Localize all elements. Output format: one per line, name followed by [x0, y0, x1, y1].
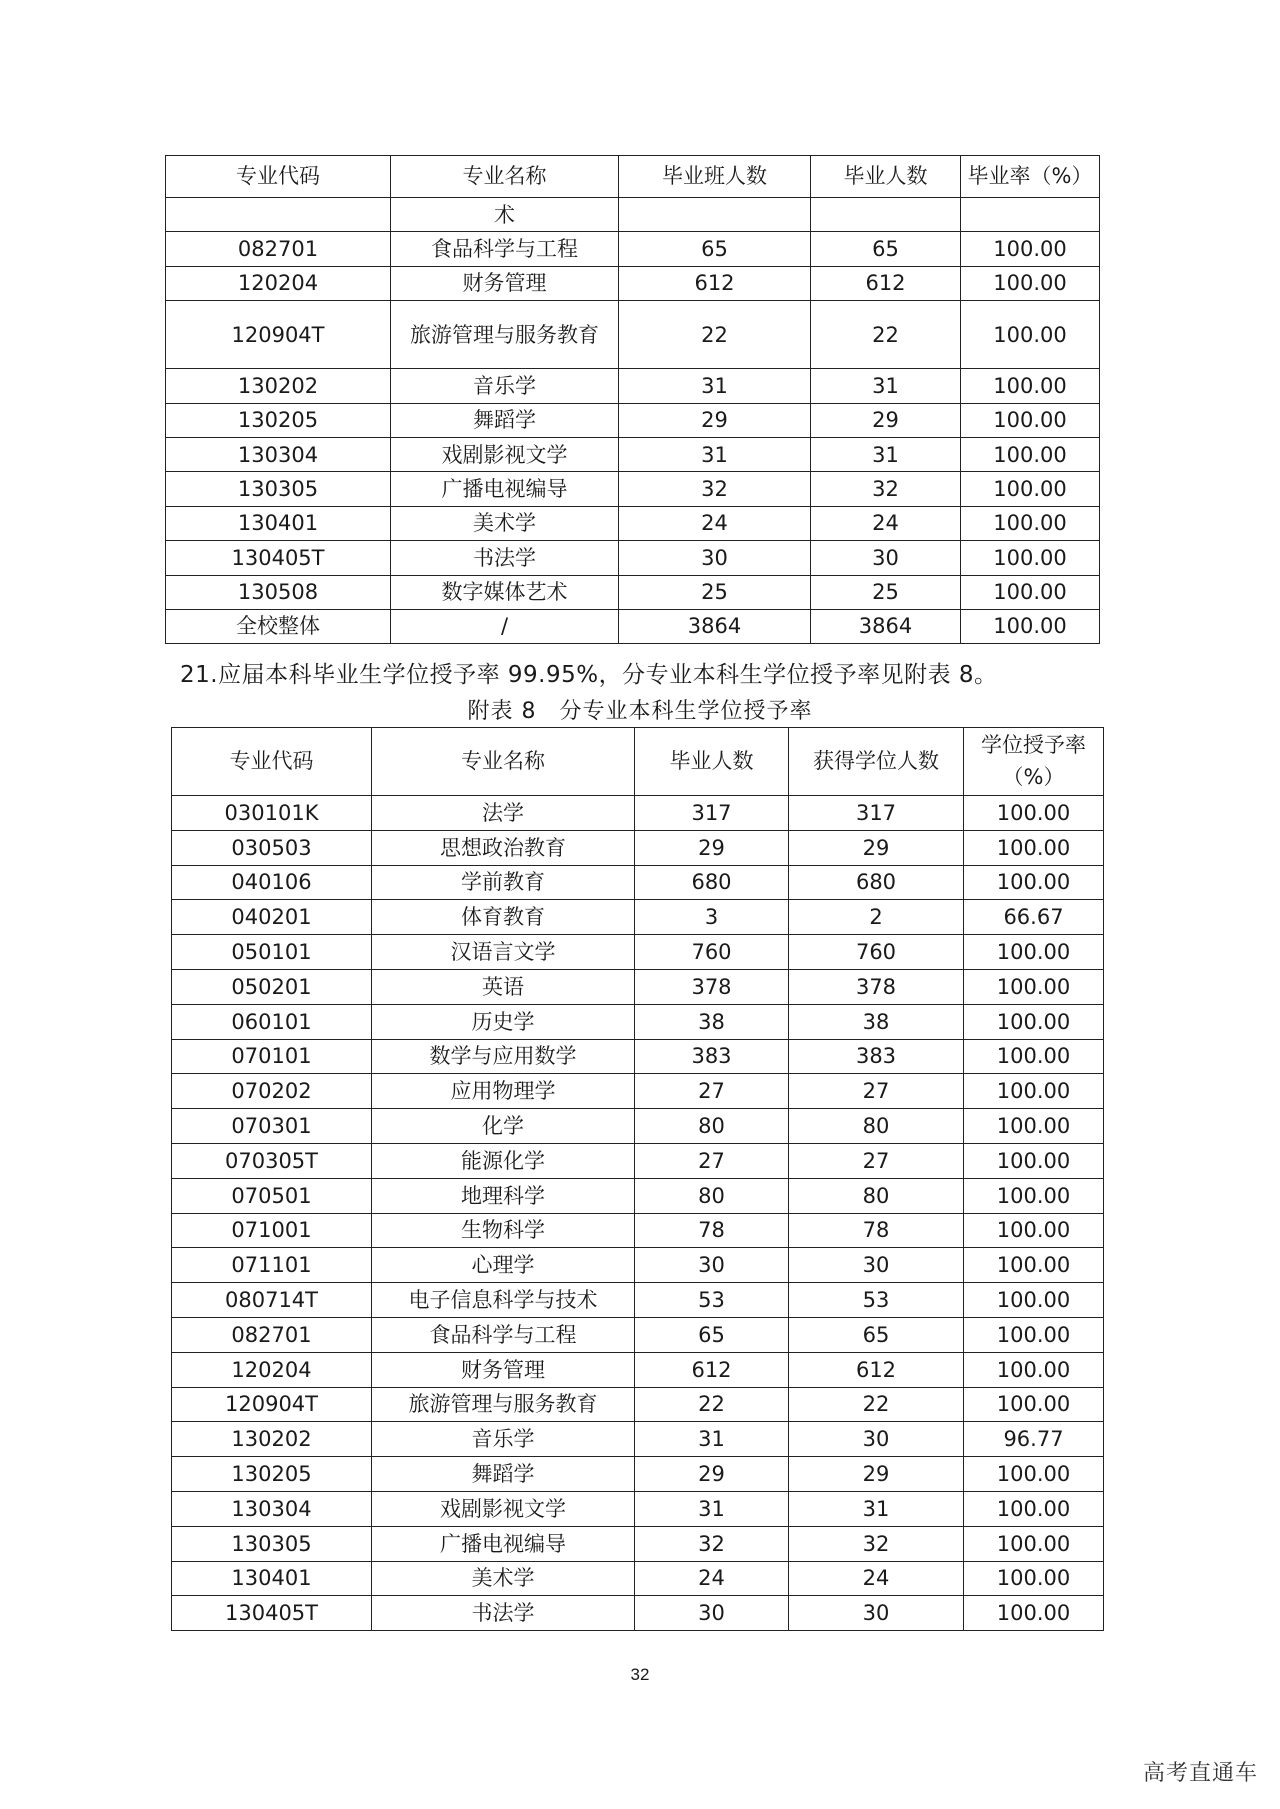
- table-row: [172, 935, 1104, 970]
- table-row: [172, 1283, 1104, 1318]
- header-cell: 学位授予率（%）: [964, 728, 1104, 796]
- table-cell: 25: [811, 575, 961, 609]
- table-cell: 80: [635, 1109, 789, 1144]
- table-cell: 书法学: [391, 541, 619, 575]
- table-cell: 030503: [172, 830, 372, 865]
- table-cell: 30: [635, 1248, 789, 1283]
- table-row: [166, 198, 1100, 232]
- table-cell: 25: [619, 575, 811, 609]
- table-cell: 071001: [172, 1213, 372, 1248]
- table-row: [172, 1422, 1104, 1457]
- table-header-row: [172, 728, 1104, 796]
- table-cell: 317: [789, 796, 964, 831]
- table-cell: 680: [635, 865, 789, 900]
- table-row: [172, 1596, 1104, 1631]
- table-cell: 130305: [172, 1526, 372, 1561]
- watermark: 高考直通车: [1142, 1761, 1258, 1786]
- table-cell: 100.00: [964, 1143, 1104, 1178]
- header-cell: 专业名称: [391, 156, 619, 198]
- table-cell: 100.00: [961, 506, 1100, 540]
- table-cell: 27: [635, 1074, 789, 1109]
- table-cell: 31: [619, 437, 811, 471]
- table-cell: 汉语言文学: [372, 935, 635, 970]
- table-cell: 学前教育: [372, 865, 635, 900]
- table-cell: 612: [811, 266, 961, 300]
- table-cell: 100.00: [964, 1039, 1104, 1074]
- table-row: [166, 472, 1100, 506]
- table-cell: 书法学: [372, 1596, 635, 1631]
- header-cell: 专业代码: [172, 728, 372, 796]
- table-cell: 29: [789, 830, 964, 865]
- table-cell: 31: [789, 1491, 964, 1526]
- table-cell: 100.00: [964, 1387, 1104, 1422]
- table-cell: 80: [789, 1109, 964, 1144]
- table-cell: 612: [789, 1352, 964, 1387]
- table-cell: 24: [811, 506, 961, 540]
- table-cell: 130202: [172, 1422, 372, 1457]
- header-cell: 毕业班人数: [619, 156, 811, 198]
- table-cell: 760: [789, 935, 964, 970]
- table-body: [166, 198, 1100, 644]
- table-cell: 31: [811, 437, 961, 471]
- table-cell: 100.00: [964, 1526, 1104, 1561]
- table-cell: 3864: [811, 609, 961, 643]
- table-cell: 24: [789, 1561, 964, 1596]
- table-cell: 30: [789, 1422, 964, 1457]
- degree-rate-table: [171, 727, 1104, 1631]
- table-row: [172, 1387, 1104, 1422]
- table-cell: 100.00: [964, 1352, 1104, 1387]
- table-cell: 29: [635, 830, 789, 865]
- table-cell: 美术学: [372, 1561, 635, 1596]
- table-cell: 317: [635, 796, 789, 831]
- header-cell: 毕业率（%）: [961, 156, 1100, 198]
- table-cell: 66.67: [964, 900, 1104, 935]
- table-row: [166, 437, 1100, 471]
- table-cell: 29: [619, 403, 811, 437]
- table-cell: 80: [789, 1178, 964, 1213]
- table-cell: 财务管理: [391, 266, 619, 300]
- table-cell: 100.00: [964, 1178, 1104, 1213]
- table-cell: 舞蹈学: [372, 1457, 635, 1492]
- table-cell: 378: [789, 969, 964, 1004]
- table-cell: 30: [789, 1248, 964, 1283]
- table-cell: 数学与应用数学: [372, 1039, 635, 1074]
- table-cell: 130305: [166, 472, 391, 506]
- table-cell: 383: [635, 1039, 789, 1074]
- table-cell: 100.00: [964, 935, 1104, 970]
- table-cell: 应用物理学: [372, 1074, 635, 1109]
- table-cell: 130202: [166, 369, 391, 403]
- table-cell: 29: [789, 1457, 964, 1492]
- table-cell: 100.00: [964, 865, 1104, 900]
- table-cell: 100.00: [964, 1283, 1104, 1318]
- table-cell: 旅游管理与服务教育: [372, 1387, 635, 1422]
- table-cell: 历史学: [372, 1004, 635, 1039]
- table-cell: 100.00: [964, 1457, 1104, 1492]
- table-row: [166, 232, 1100, 266]
- table-cell: 100.00: [964, 1004, 1104, 1039]
- table-caption: 附表 8 分专业本科生学位授予率: [467, 699, 813, 724]
- table-cell: 24: [619, 506, 811, 540]
- table-row: [172, 1039, 1104, 1074]
- table-cell: 32: [789, 1526, 964, 1561]
- table-cell: 030101K: [172, 796, 372, 831]
- table-cell: /: [391, 609, 619, 643]
- table-row: [166, 403, 1100, 437]
- table-cell: 3: [635, 900, 789, 935]
- table-cell: 地理科学: [372, 1178, 635, 1213]
- table-cell: 100.00: [964, 1074, 1104, 1109]
- table-cell: 96.77: [964, 1422, 1104, 1457]
- table-row: [166, 266, 1100, 300]
- table-cell: [811, 198, 961, 232]
- table-row: [166, 575, 1100, 609]
- degree-rate-paragraph: 21.应届本科毕业生学位授予率 99.95%，分专业本科生学位授予率见附表 8。: [180, 662, 998, 688]
- table-cell: 070501: [172, 1178, 372, 1213]
- table-cell: 22: [811, 301, 961, 369]
- table-cell: 能源化学: [372, 1143, 635, 1178]
- table-cell: 612: [619, 266, 811, 300]
- table-cell: 070101: [172, 1039, 372, 1074]
- table-cell: 心理学: [372, 1248, 635, 1283]
- header-cell: 毕业人数: [635, 728, 789, 796]
- table-cell: 082701: [172, 1317, 372, 1352]
- table-cell: 130205: [172, 1457, 372, 1492]
- table-cell: 31: [619, 369, 811, 403]
- table-row: [172, 1004, 1104, 1039]
- table-cell: 22: [789, 1387, 964, 1422]
- table-cell: 27: [635, 1143, 789, 1178]
- table-cell: 080714T: [172, 1283, 372, 1318]
- table-row: [166, 541, 1100, 575]
- table-cell: 100.00: [964, 969, 1104, 1004]
- table-cell: 广播电视编导: [372, 1526, 635, 1561]
- table-cell: 30: [811, 541, 961, 575]
- table-cell: 32: [619, 472, 811, 506]
- table-cell: 383: [789, 1039, 964, 1074]
- table-cell: 100.00: [964, 1561, 1104, 1596]
- table-row: [172, 1178, 1104, 1213]
- table-cell: 24: [635, 1561, 789, 1596]
- table-cell: 071101: [172, 1248, 372, 1283]
- table-cell: 思想政治教育: [372, 830, 635, 865]
- table-cell: 100.00: [964, 1596, 1104, 1631]
- table-cell: 65: [811, 232, 961, 266]
- table-cell: 31: [635, 1491, 789, 1526]
- table-row: [166, 506, 1100, 540]
- table-cell: 美术学: [391, 506, 619, 540]
- table-cell: 27: [789, 1074, 964, 1109]
- table-cell: 全校整体: [166, 609, 391, 643]
- table-cell: 广播电视编导: [391, 472, 619, 506]
- table-cell: 65: [619, 232, 811, 266]
- table-cell: 音乐学: [372, 1422, 635, 1457]
- table-cell: 100.00: [964, 796, 1104, 831]
- header-cell: 获得学位人数: [789, 728, 964, 796]
- table-row: [172, 1352, 1104, 1387]
- table-cell: 120904T: [166, 301, 391, 369]
- table-cell: 100.00: [961, 369, 1100, 403]
- table-cell: 120204: [166, 266, 391, 300]
- table-cell: 100.00: [961, 266, 1100, 300]
- table-body: [172, 796, 1104, 1631]
- table-cell: 戏剧影视文学: [372, 1491, 635, 1526]
- table-cell: 100.00: [964, 1491, 1104, 1526]
- header-cell: 专业名称: [372, 728, 635, 796]
- table-cell: 31: [635, 1422, 789, 1457]
- table-cell: 130205: [166, 403, 391, 437]
- table-cell: 100.00: [961, 472, 1100, 506]
- table-cell: 生物科学: [372, 1213, 635, 1248]
- table-cell: 050201: [172, 969, 372, 1004]
- table-cell: 100.00: [961, 541, 1100, 575]
- table-cell: 680: [789, 865, 964, 900]
- table-row: [172, 1143, 1104, 1178]
- table-row: [166, 609, 1100, 643]
- table-cell: [961, 198, 1100, 232]
- table-cell: 060101: [172, 1004, 372, 1039]
- table-row: [172, 830, 1104, 865]
- table-cell: 082701: [166, 232, 391, 266]
- table-cell: 040106: [172, 865, 372, 900]
- table-cell: 3864: [619, 609, 811, 643]
- table-row: [172, 1457, 1104, 1492]
- table-cell: 食品科学与工程: [391, 232, 619, 266]
- table-cell: 070305T: [172, 1143, 372, 1178]
- table-cell: 30: [789, 1596, 964, 1631]
- graduation-rate-table: [165, 155, 1100, 644]
- table-row: [172, 1317, 1104, 1352]
- table-row: [172, 1248, 1104, 1283]
- table-cell: 化学: [372, 1109, 635, 1144]
- table-cell: 53: [789, 1283, 964, 1318]
- table-cell: 30: [635, 1596, 789, 1631]
- table-cell: 22: [635, 1387, 789, 1422]
- table-cell: 120904T: [172, 1387, 372, 1422]
- table-cell: 31: [811, 369, 961, 403]
- table-row: [172, 1526, 1104, 1561]
- page-number: 32: [630, 1665, 650, 1684]
- table-row: [172, 865, 1104, 900]
- table-cell: [619, 198, 811, 232]
- table-cell: 100.00: [961, 437, 1100, 471]
- table-cell: 100.00: [964, 1248, 1104, 1283]
- table-cell: 040201: [172, 900, 372, 935]
- table-cell: 电子信息科学与技术: [372, 1283, 635, 1318]
- table-cell: 65: [789, 1317, 964, 1352]
- table-cell: 29: [635, 1457, 789, 1492]
- table-cell: 78: [635, 1213, 789, 1248]
- table-row: [172, 796, 1104, 831]
- table-cell: 戏剧影视文学: [391, 437, 619, 471]
- table-cell: 80: [635, 1178, 789, 1213]
- table-cell: 100.00: [964, 1109, 1104, 1144]
- table-row: [172, 1491, 1104, 1526]
- table-cell: 130508: [166, 575, 391, 609]
- table-cell: 050101: [172, 935, 372, 970]
- table-cell: 音乐学: [391, 369, 619, 403]
- table-cell: 体育教育: [372, 900, 635, 935]
- table-cell: 英语: [372, 969, 635, 1004]
- table-cell: 术: [391, 198, 619, 232]
- table-row: [166, 369, 1100, 403]
- table-cell: 760: [635, 935, 789, 970]
- table-row: [172, 969, 1104, 1004]
- table-row: [172, 900, 1104, 935]
- table-cell: 070202: [172, 1074, 372, 1109]
- table-cell: 070301: [172, 1109, 372, 1144]
- table-cell: [166, 198, 391, 232]
- table-cell: 旅游管理与服务教育: [391, 301, 619, 369]
- table-cell: 食品科学与工程: [372, 1317, 635, 1352]
- table-cell: 27: [789, 1143, 964, 1178]
- table-cell: 22: [619, 301, 811, 369]
- table-cell: 378: [635, 969, 789, 1004]
- table-header-row: [166, 156, 1100, 198]
- table-cell: 2: [789, 900, 964, 935]
- table-row: [172, 1074, 1104, 1109]
- table-row: [172, 1561, 1104, 1596]
- table-cell: 100.00: [961, 301, 1100, 369]
- table-cell: 130401: [166, 506, 391, 540]
- table-cell: 100.00: [961, 575, 1100, 609]
- table-row: [172, 1109, 1104, 1144]
- table-cell: 100.00: [961, 232, 1100, 266]
- table-cell: 38: [789, 1004, 964, 1039]
- table-cell: 100.00: [961, 609, 1100, 643]
- table-cell: 100.00: [964, 830, 1104, 865]
- table-cell: 100.00: [964, 1213, 1104, 1248]
- table-cell: 78: [789, 1213, 964, 1248]
- table-cell: 130304: [166, 437, 391, 471]
- table-cell: 32: [811, 472, 961, 506]
- table-cell: 数字媒体艺术: [391, 575, 619, 609]
- table-cell: 120204: [172, 1352, 372, 1387]
- table-cell: 32: [635, 1526, 789, 1561]
- table-cell: 法学: [372, 796, 635, 831]
- table-row: [166, 301, 1100, 369]
- table-cell: 130401: [172, 1561, 372, 1596]
- table-cell: 130405T: [172, 1596, 372, 1631]
- table-cell: 38: [635, 1004, 789, 1039]
- table-cell: 130405T: [166, 541, 391, 575]
- header-cell: 专业代码: [166, 156, 391, 198]
- table-cell: 65: [635, 1317, 789, 1352]
- table-row: [172, 1213, 1104, 1248]
- table-cell: 612: [635, 1352, 789, 1387]
- table-cell: 130304: [172, 1491, 372, 1526]
- table-cell: 100.00: [961, 403, 1100, 437]
- table-cell: 财务管理: [372, 1352, 635, 1387]
- table-cell: 舞蹈学: [391, 403, 619, 437]
- table-cell: 30: [619, 541, 811, 575]
- table-cell: 100.00: [964, 1317, 1104, 1352]
- table-cell: 29: [811, 403, 961, 437]
- header-cell: 毕业人数: [811, 156, 961, 198]
- table-cell: 53: [635, 1283, 789, 1318]
